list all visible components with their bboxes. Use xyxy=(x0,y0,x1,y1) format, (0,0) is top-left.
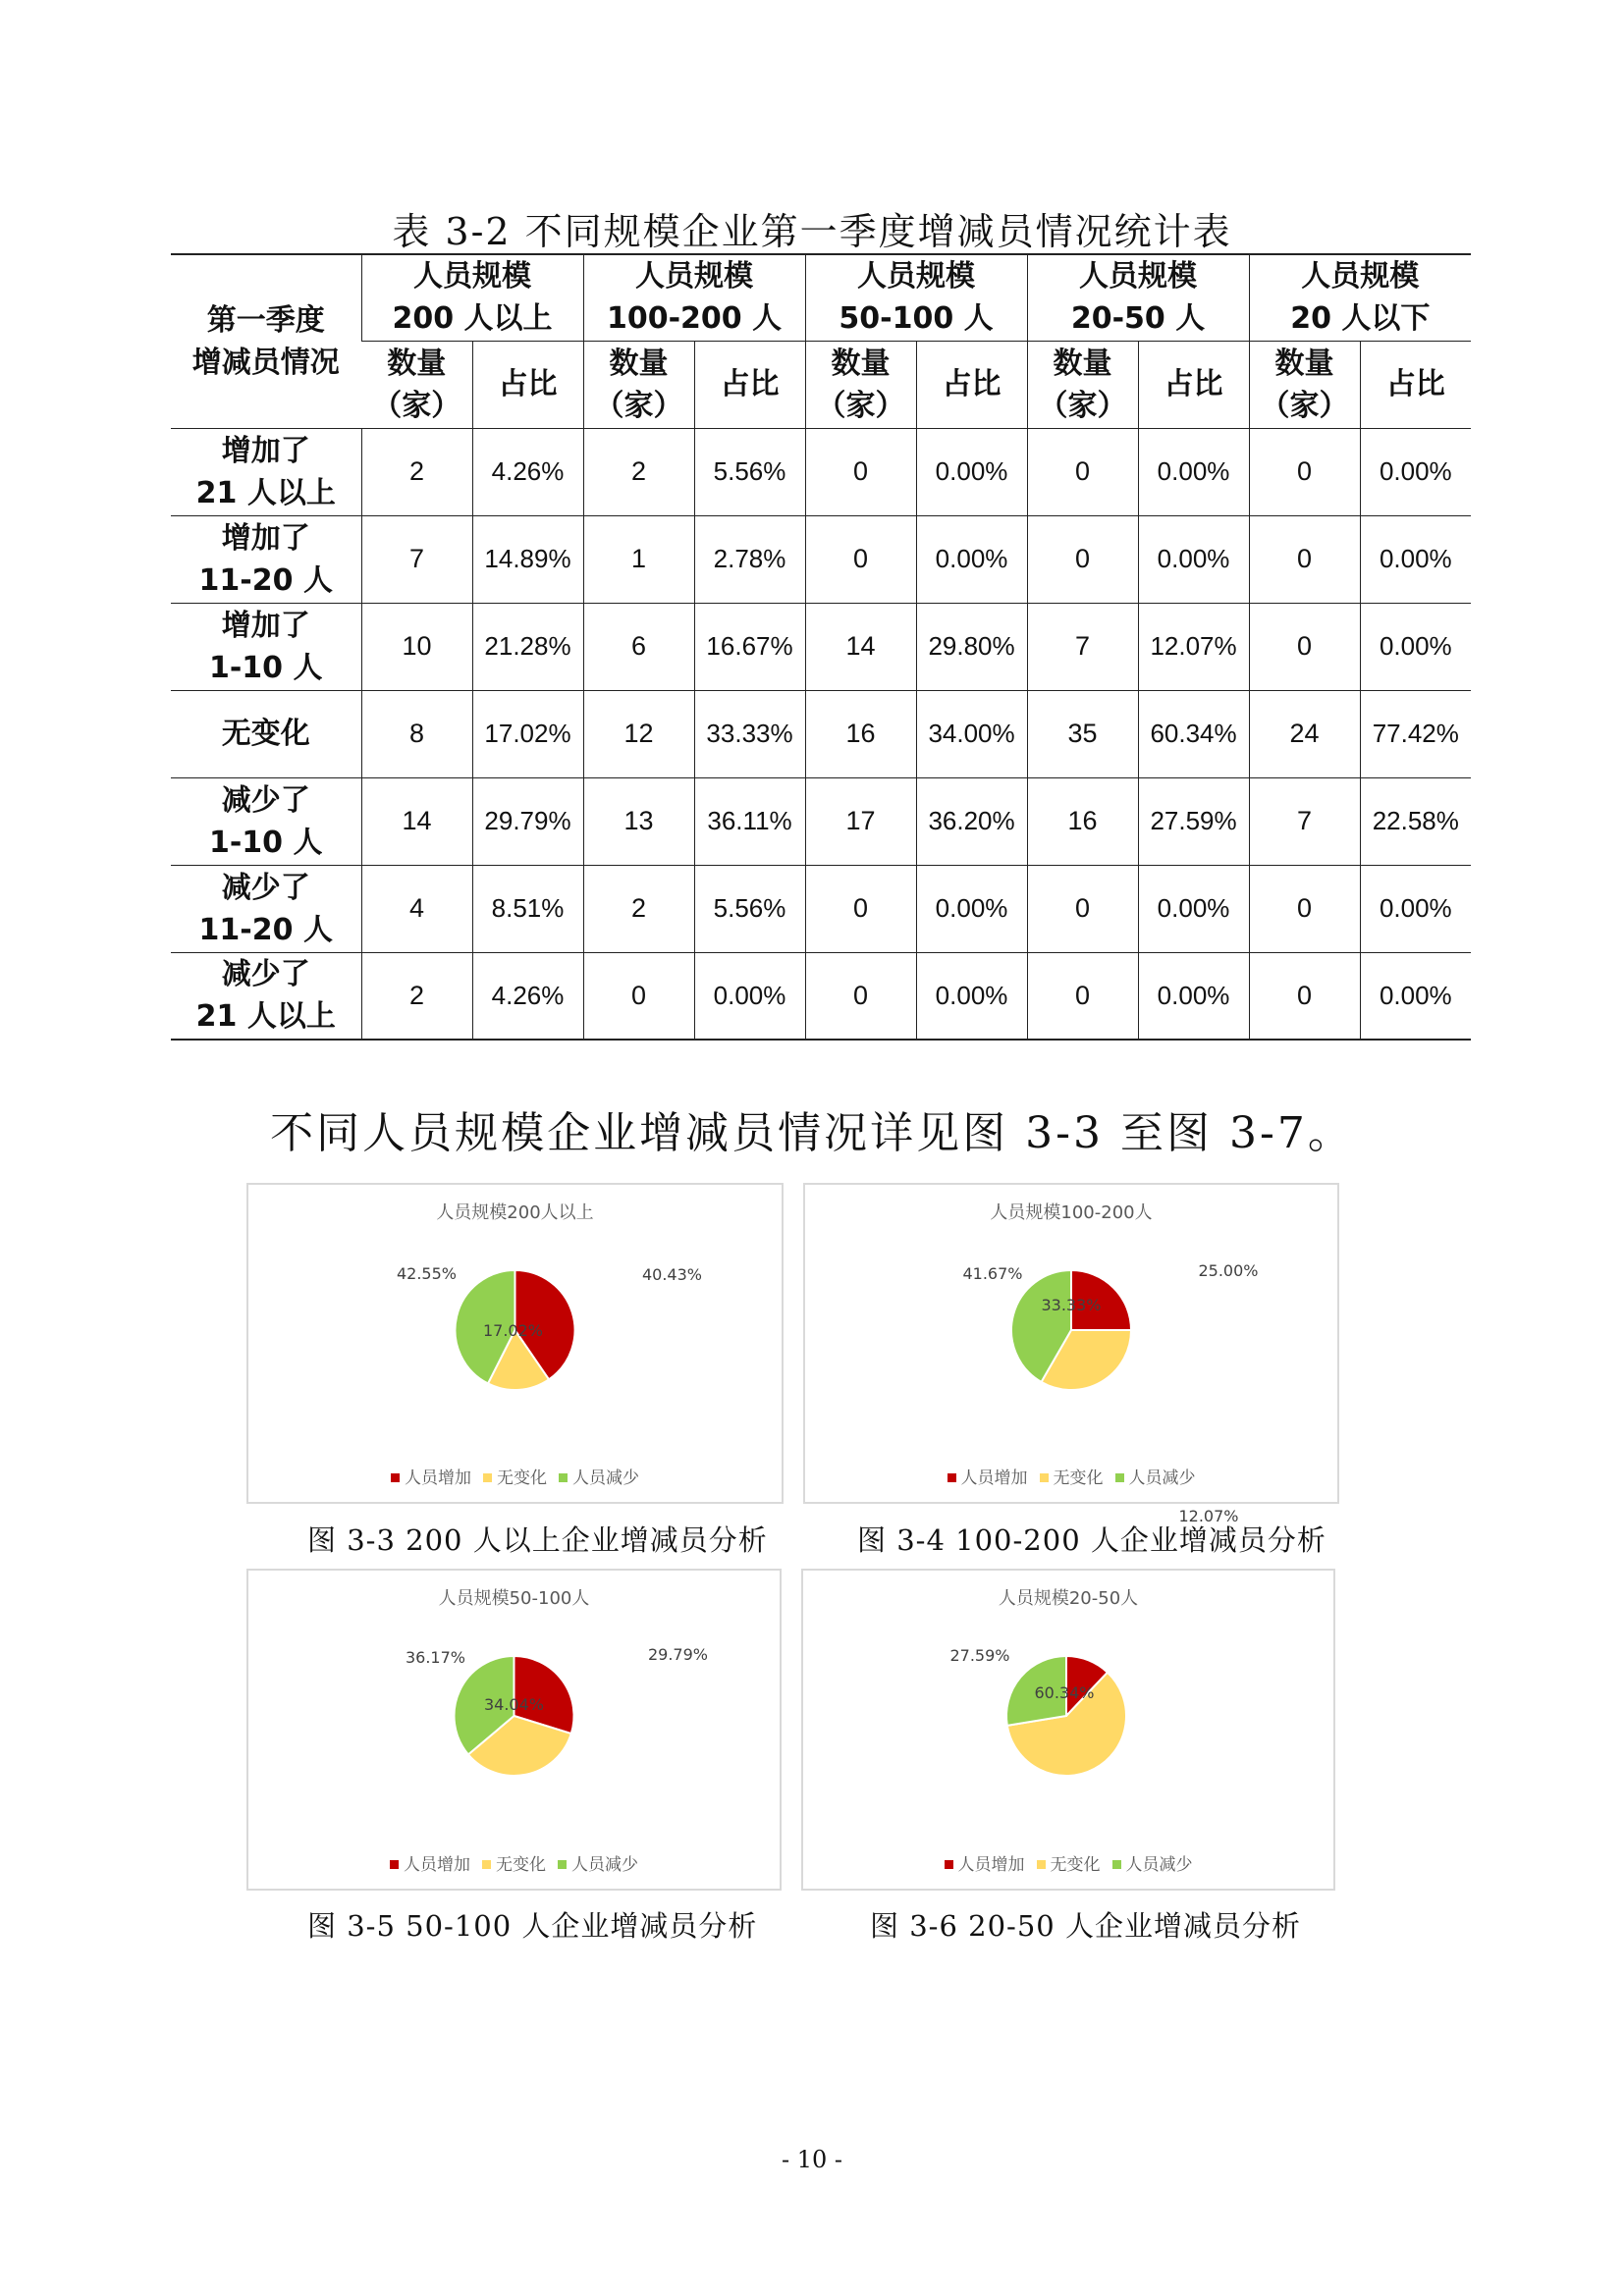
text-line: 减少了 xyxy=(221,957,310,992)
pie-data-label: 25.00% xyxy=(1198,1261,1259,1280)
count-cell: 1 xyxy=(583,515,694,603)
table-row xyxy=(171,603,1471,690)
legend-item-increase xyxy=(390,1850,470,1875)
count-cell: 13 xyxy=(583,777,694,865)
row-label xyxy=(171,603,361,690)
ratio-cell: 60.34% xyxy=(1138,690,1249,777)
count-cell: 10 xyxy=(361,603,472,690)
table-row xyxy=(171,690,1471,777)
ratio-cell: 0.00% xyxy=(916,428,1027,515)
chart-title: 人员规模50-100人 xyxy=(438,1588,590,1609)
count-cell: 0 xyxy=(1249,515,1360,603)
row-label xyxy=(171,777,361,865)
chart-legend xyxy=(805,1464,1337,1488)
text-line: 减少了 xyxy=(221,870,310,905)
count-cell: 35 xyxy=(1027,690,1138,777)
count-cell: 0 xyxy=(1027,952,1138,1040)
text-line: 200 人以上 xyxy=(392,301,553,337)
count-header xyxy=(361,341,472,428)
text-line: 数量 xyxy=(1053,346,1112,381)
ratio-cell: 14.89% xyxy=(472,515,583,603)
ratio-cell: 0.00% xyxy=(1360,515,1471,603)
legend-swatch xyxy=(1037,1860,1046,1869)
ratio-cell: 8.51% xyxy=(472,865,583,952)
ratio-cell: 12.07% xyxy=(1138,603,1249,690)
legend-label: 无变化 xyxy=(496,1855,546,1875)
pie-data-label: 42.55% xyxy=(396,1264,458,1283)
count-cell: 0 xyxy=(1249,603,1360,690)
group-header xyxy=(583,254,805,341)
count-cell: 14 xyxy=(805,603,916,690)
chart-legend xyxy=(248,1464,782,1488)
ratio-cell: 77.42% xyxy=(1360,690,1471,777)
text-line: 20 人以下 xyxy=(1290,301,1431,337)
ratio-cell: 5.56% xyxy=(694,428,805,515)
row-label xyxy=(171,428,361,515)
ratio-header: 占比 xyxy=(472,341,583,428)
page-number: - 10 - xyxy=(781,2146,842,2173)
header-row-metrics xyxy=(171,341,1471,428)
ratio-cell: 16.67% xyxy=(694,603,805,690)
text-line: （家） xyxy=(1260,388,1349,423)
legend-swatch xyxy=(558,1860,567,1869)
pie-data-label: 40.43% xyxy=(641,1265,703,1284)
text-line: 21 人以上 xyxy=(195,999,336,1035)
count-header xyxy=(583,341,694,428)
count-cell: 7 xyxy=(1249,777,1360,865)
table-row xyxy=(171,428,1471,515)
legend-label: 人员增加 xyxy=(404,1855,470,1875)
pie-svg xyxy=(248,1571,780,1889)
ratio-cell: 0.00% xyxy=(1138,515,1249,603)
pie-chart-200-plus xyxy=(246,1183,784,1504)
count-cell: 14 xyxy=(361,777,472,865)
count-cell: 0 xyxy=(1249,952,1360,1040)
text-line: 增加了 xyxy=(221,433,310,468)
text-line: 1-10 人 xyxy=(208,650,323,685)
pie-svg xyxy=(805,1185,1337,1502)
legend-item-decrease xyxy=(1115,1464,1196,1488)
count-cell: 0 xyxy=(805,428,916,515)
ratio-cell: 17.02% xyxy=(472,690,583,777)
count-cell: 0 xyxy=(805,515,916,603)
ratio-cell: 5.56% xyxy=(694,865,805,952)
ratio-header: 占比 xyxy=(916,341,1027,428)
legend-label: 人员增加 xyxy=(960,1468,1028,1488)
text-line: 11-20 人 xyxy=(198,912,333,947)
legend-item-decrease xyxy=(1112,1850,1193,1875)
legend-label: 人员减少 xyxy=(1125,1855,1193,1875)
text-line: 减少了 xyxy=(221,782,310,818)
legend-swatch xyxy=(1040,1473,1049,1482)
count-cell: 7 xyxy=(361,515,472,603)
table-row xyxy=(171,777,1471,865)
text-line: 人员规模 xyxy=(413,259,531,294)
count-cell: 24 xyxy=(1249,690,1360,777)
legend-label: 人员减少 xyxy=(572,1468,639,1488)
legend-label: 无变化 xyxy=(1050,1855,1101,1875)
group-header xyxy=(361,254,583,341)
intro-paragraph: 不同人员规模企业增减员情况详见图 3-3 至图 3-7。 xyxy=(270,1108,1354,1158)
count-cell: 0 xyxy=(1249,865,1360,952)
pie-data-label: 27.59% xyxy=(949,1646,1010,1665)
legend-item-increase xyxy=(391,1464,471,1488)
ratio-cell: 0.00% xyxy=(1138,865,1249,952)
legend-swatch xyxy=(945,1860,953,1869)
ratio-cell: 0.00% xyxy=(916,952,1027,1040)
table-title: 表 3-2 不同规模企业第一季度增减员情况统计表 xyxy=(392,210,1232,253)
chart-title: 人员规模100-200人 xyxy=(990,1202,1153,1223)
text-line: 增减员情况 xyxy=(191,345,340,380)
text-line: 人员规模 xyxy=(1301,259,1420,294)
legend-item-decrease xyxy=(558,1850,638,1875)
count-cell: 12 xyxy=(583,690,694,777)
chart-title: 人员规模20-50人 xyxy=(998,1588,1139,1609)
text-line: 50-100 人 xyxy=(839,301,994,337)
legend-label: 人员增加 xyxy=(405,1468,471,1488)
count-cell: 0 xyxy=(1027,865,1138,952)
pie-data-label: 60.34% xyxy=(1034,1683,1095,1702)
group-header xyxy=(1027,254,1249,341)
count-cell: 17 xyxy=(805,777,916,865)
group-header xyxy=(805,254,1027,341)
count-cell: 0 xyxy=(805,952,916,1040)
legend-swatch xyxy=(482,1860,491,1869)
figure-caption-3-4: 图 3-4 100-200 人企业增减员分析 xyxy=(857,1523,1326,1557)
ratio-cell: 0.00% xyxy=(1360,952,1471,1040)
pie-chart-100-200 xyxy=(803,1183,1339,1504)
pie-svg xyxy=(248,1185,782,1502)
legend-swatch xyxy=(947,1473,956,1482)
ratio-cell: 0.00% xyxy=(916,515,1027,603)
ratio-cell: 22.58% xyxy=(1360,777,1471,865)
count-cell: 4 xyxy=(361,865,472,952)
pie-data-label: 12.07% xyxy=(1178,1507,1239,1525)
text-line: 100-200 人 xyxy=(606,301,783,337)
legend-swatch xyxy=(1112,1860,1121,1869)
table-row xyxy=(171,515,1471,603)
text-line: 增加了 xyxy=(221,608,310,643)
ratio-cell: 2.78% xyxy=(694,515,805,603)
pie-data-label: 34.04% xyxy=(483,1695,545,1714)
chart-legend xyxy=(803,1850,1333,1875)
count-cell: 0 xyxy=(1249,428,1360,515)
chart-legend xyxy=(248,1850,780,1875)
figure-caption-3-5: 图 3-5 50-100 人企业增减员分析 xyxy=(307,1909,758,1943)
text-line: 人员规模 xyxy=(635,259,754,294)
legend-label: 人员减少 xyxy=(571,1855,638,1875)
ratio-cell: 0.00% xyxy=(916,865,1027,952)
text-line: 第一季度 xyxy=(206,302,325,338)
legend-swatch xyxy=(391,1473,400,1482)
text-line: 21 人以上 xyxy=(195,475,336,510)
ratio-cell: 0.00% xyxy=(1360,428,1471,515)
ratio-cell: 36.11% xyxy=(694,777,805,865)
row-label xyxy=(171,515,361,603)
text-line: 无变化 xyxy=(221,717,310,751)
figure-caption-3-3: 图 3-3 200 人以上企业增减员分析 xyxy=(307,1523,768,1557)
group-header xyxy=(1249,254,1471,341)
count-cell: 2 xyxy=(583,428,694,515)
ratio-cell: 4.26% xyxy=(472,428,583,515)
ratio-cell: 34.00% xyxy=(916,690,1027,777)
pie-data-label: 33.33% xyxy=(1041,1296,1102,1314)
ratio-header: 占比 xyxy=(694,341,805,428)
count-cell: 2 xyxy=(583,865,694,952)
text-line: （家） xyxy=(594,388,683,423)
ratio-cell: 0.00% xyxy=(1138,428,1249,515)
ratio-cell: 0.00% xyxy=(694,952,805,1040)
text-line: 人员规模 xyxy=(857,259,976,294)
legend-label: 人员减少 xyxy=(1128,1468,1196,1488)
count-cell: 16 xyxy=(805,690,916,777)
pie-data-label: 36.17% xyxy=(405,1648,466,1667)
legend-item-increase xyxy=(945,1850,1025,1875)
legend-label: 人员增加 xyxy=(957,1855,1025,1875)
row-label xyxy=(171,865,361,952)
legend-swatch xyxy=(390,1860,399,1869)
ratio-cell: 4.26% xyxy=(472,952,583,1040)
legend-swatch xyxy=(559,1473,568,1482)
count-cell: 0 xyxy=(1027,428,1138,515)
ratio-cell: 33.33% xyxy=(694,690,805,777)
pie-data-label: 29.79% xyxy=(647,1645,709,1664)
legend-item-decrease xyxy=(559,1464,639,1488)
ratio-header: 占比 xyxy=(1360,341,1471,428)
text-line: （家） xyxy=(1038,388,1127,423)
ratio-cell: 27.59% xyxy=(1138,777,1249,865)
text-line: （家） xyxy=(816,388,905,423)
text-line: 数量 xyxy=(1274,346,1334,381)
figure-caption-3-6: 图 3-6 20-50 人企业增减员分析 xyxy=(870,1909,1301,1943)
ratio-cell: 21.28% xyxy=(472,603,583,690)
legend-label: 无变化 xyxy=(497,1468,547,1488)
chart-title: 人员规模200人以上 xyxy=(436,1202,594,1223)
header-row-groups xyxy=(171,254,1471,341)
count-cell: 2 xyxy=(361,952,472,1040)
ratio-cell: 0.00% xyxy=(1360,603,1471,690)
text-line: 1-10 人 xyxy=(208,825,323,860)
text-line: （家） xyxy=(372,388,461,423)
text-line: 增加了 xyxy=(221,520,310,556)
text-line: 数量 xyxy=(387,346,447,381)
table-row xyxy=(171,865,1471,952)
legend-swatch xyxy=(1115,1473,1124,1482)
count-cell: 8 xyxy=(361,690,472,777)
ratio-cell: 0.00% xyxy=(1138,952,1249,1040)
count-cell: 0 xyxy=(1027,515,1138,603)
count-cell: 0 xyxy=(805,865,916,952)
legend-swatch xyxy=(483,1473,492,1482)
count-header xyxy=(1249,341,1360,428)
legend-item-nochange xyxy=(1037,1850,1101,1875)
corner-header xyxy=(171,254,361,428)
legend-item-nochange xyxy=(482,1850,546,1875)
text-line: 数量 xyxy=(831,346,891,381)
ratio-header: 占比 xyxy=(1138,341,1249,428)
text-line: 数量 xyxy=(609,346,669,381)
legend-item-nochange xyxy=(1040,1464,1104,1488)
text-line: 11-20 人 xyxy=(198,562,333,598)
legend-label: 无变化 xyxy=(1053,1468,1104,1488)
count-cell: 16 xyxy=(1027,777,1138,865)
legend-item-increase xyxy=(947,1464,1028,1488)
text-line: 人员规模 xyxy=(1079,259,1198,294)
legend-item-nochange xyxy=(483,1464,547,1488)
count-cell: 7 xyxy=(1027,603,1138,690)
stats-table xyxy=(171,253,1471,1041)
count-cell: 6 xyxy=(583,603,694,690)
ratio-cell: 29.79% xyxy=(472,777,583,865)
count-header xyxy=(1027,341,1138,428)
ratio-cell: 0.00% xyxy=(1360,865,1471,952)
count-cell: 0 xyxy=(583,952,694,1040)
row-label xyxy=(171,690,361,777)
ratio-cell: 29.80% xyxy=(916,603,1027,690)
pie-data-label: 17.02% xyxy=(482,1321,544,1340)
count-header xyxy=(805,341,916,428)
count-cell: 2 xyxy=(361,428,472,515)
pie-data-label: 41.67% xyxy=(962,1264,1023,1283)
text-line: 20-50 人 xyxy=(1070,301,1206,337)
row-label xyxy=(171,952,361,1040)
table-row xyxy=(171,952,1471,1040)
pie-chart-50-100 xyxy=(246,1569,782,1891)
ratio-cell: 36.20% xyxy=(916,777,1027,865)
